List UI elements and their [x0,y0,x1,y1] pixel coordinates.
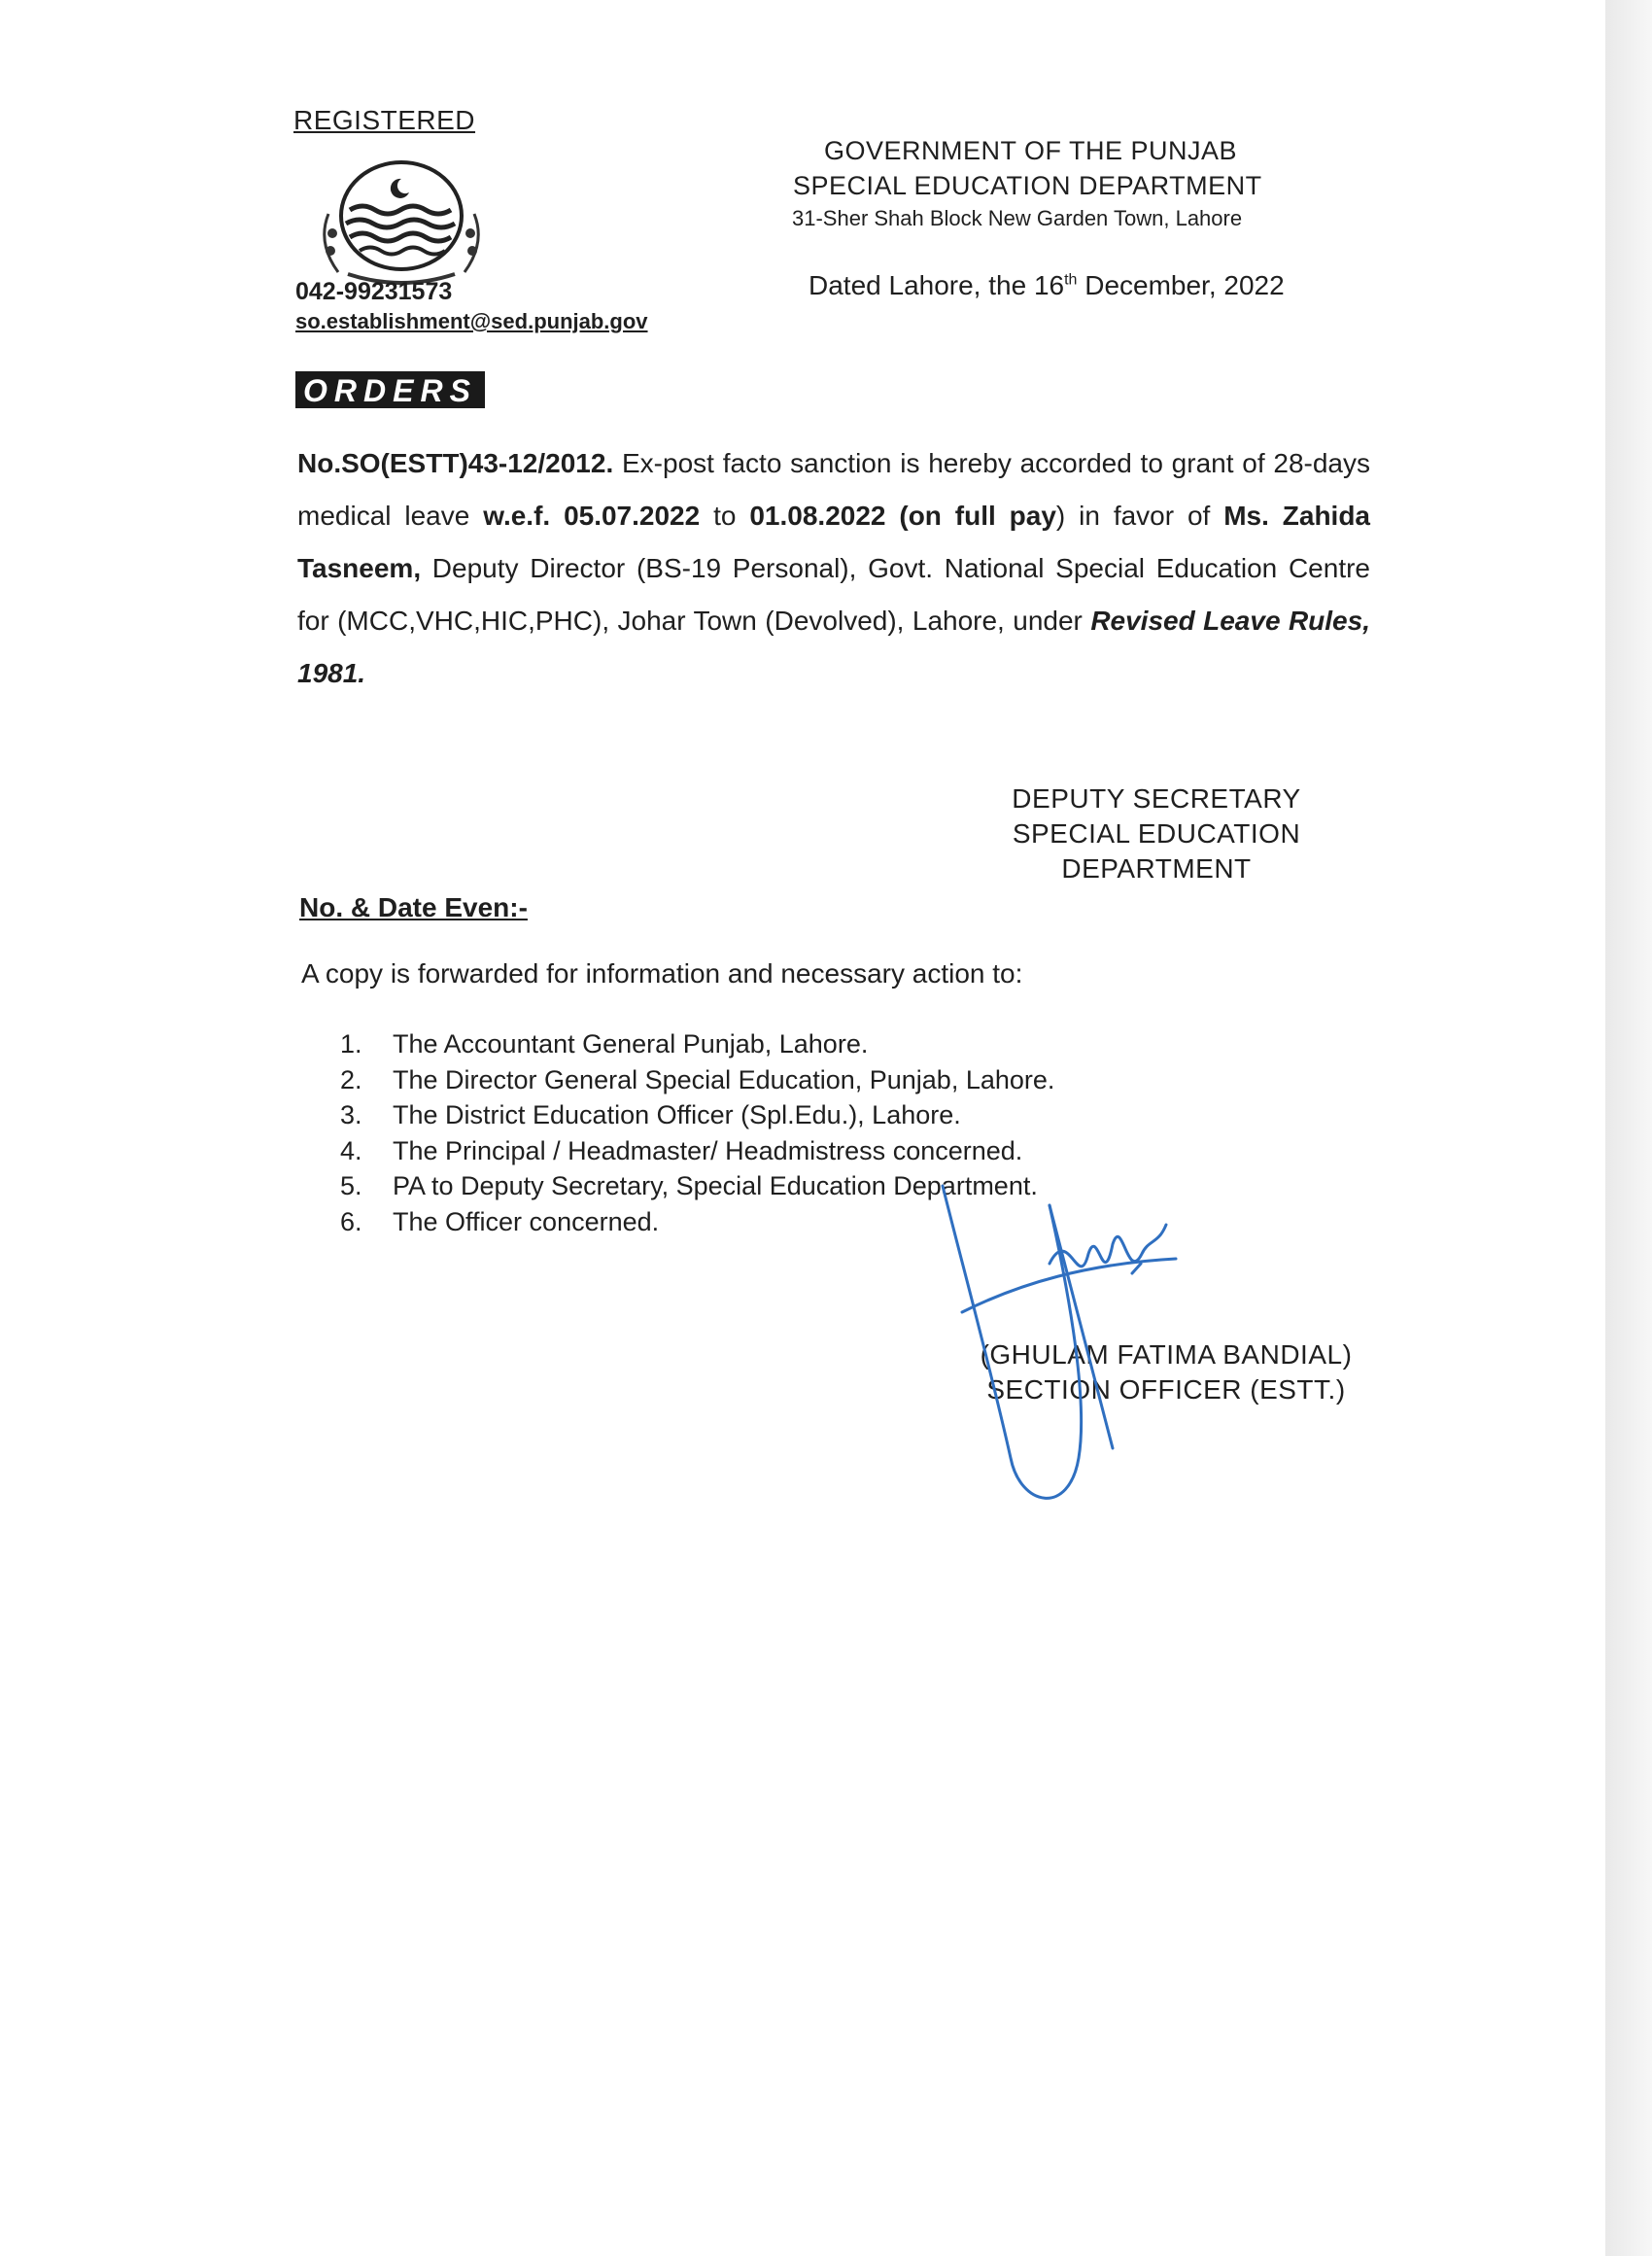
date-line: Dated Lahore, the 16th December, 2022 [809,270,1285,300]
punjab-government-logo [309,156,494,292]
government-heading: GOVERNMENT OF THE PUNJAB [824,136,1238,165]
employee-name: Ms. Zahida Tasneem, [297,501,1371,583]
order-number: No.SO(ESTT)43-12/2012. [297,448,614,478]
copy-intro: A copy is forwarded for information and necessary action to: [301,958,1023,989]
list-item: 3. The District Education Officer (Spl.Edu.), Lahore. [340,1100,961,1129]
department-address: 31-Sher Shah Block New Garden Town, Lahore [792,206,1243,230]
signatory-title: SECTION OFFICER (ESTT.) [986,1374,1346,1405]
phone-number: 042-99231573 [295,278,453,305]
orders-title: ORDERS [295,371,485,408]
deputy-secretary-block: DEPUTY SECRETARY SPECIAL EDUCATION DEPARTMENT [1012,783,1301,884]
list-item: 2. The Director General Special Education, Punjab, Lahore. [340,1064,1055,1094]
email-address[interactable]: so.establishment@sed.punjab.gov [295,309,648,333]
department-heading: SPECIAL EDUCATION DEPARTMENT [793,171,1262,200]
registered-label: REGISTERED [293,105,476,135]
rules-reference: Revised Leave Rules, 1981. [297,606,1370,688]
scan-edge [1605,0,1652,2256]
order-paragraph: No.SO(ESTT)43-12/2012. Ex-post facto sanction is hereby accorded to grant of 28-days medical leave w.e.f. 05.07.2022 to 01.08.2022 (on full pay) in favor of Ms. Zahida Tasneem, Deputy Director (BS-19 Personal), Govt. National Special Education Centre for (MCC,VHC,HIC,PHC), Johar Town (Devolved), Lahore, under Revised Leave Rules, 1981. [297,448,1371,688]
signatory-name: (GHULAM FATIMA BANDIAL) [980,1339,1353,1370]
handwritten-signature [933,1147,1205,1516]
list-item: 4. The Principal / Headmaster/ Headmistress concerned. [340,1135,1023,1165]
list-item: 1. The Accountant General Punjab, Lahore. [340,1029,869,1059]
list-item: 5. PA to Deputy Secretary, Special Education Department. [340,1171,1038,1200]
list-item: 6. The Officer concerned. [340,1206,660,1236]
even-heading: No. & Date Even:- [299,892,528,922]
